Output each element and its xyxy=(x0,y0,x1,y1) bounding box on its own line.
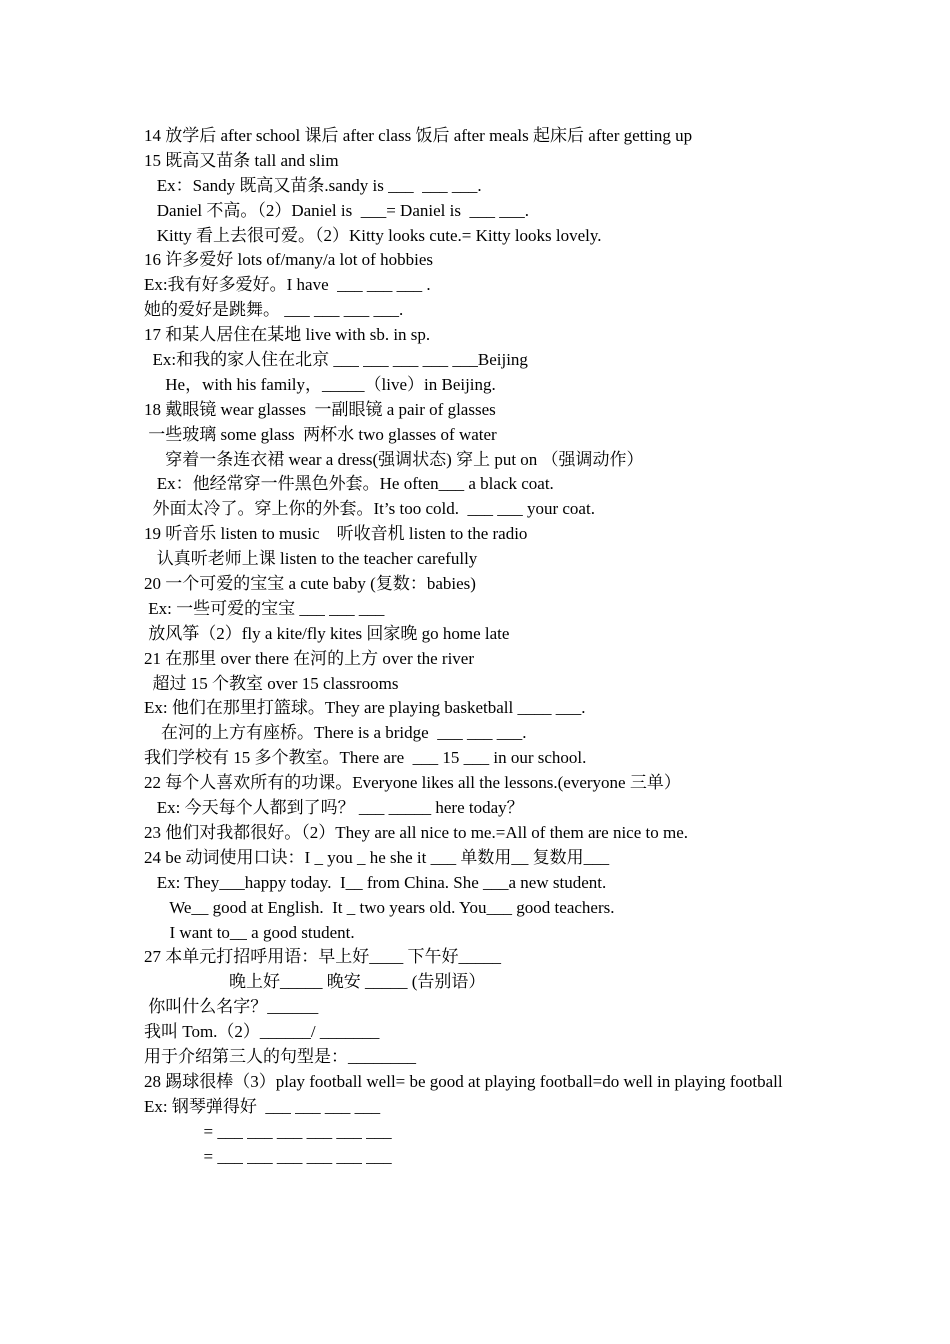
text-line: 我们学校有 15 多个教室。There are ___ 15 ___ in our school. xyxy=(144,748,587,768)
text-line: 21 在那里 over there 在河的上方 over the river xyxy=(144,648,474,668)
text-line: Ex:和我的家人住在北京 ___ ___ ___ ___ ___Beijing xyxy=(144,350,528,370)
text-line-wrapped: 28 踢球很棒（3）play football well= be good at playing football=do well in playing football xyxy=(144,1071,783,1091)
text-line: 27 本单元打招呼用语：早上好____ 下午好_____ xyxy=(144,947,501,967)
text-line: 认真听老师上课 listen to the teacher carefully xyxy=(144,549,478,569)
text-line: 19 听音乐 listen to music 听收音机 listen to the radio xyxy=(144,524,528,544)
text-line: 14 放学后 after school 课后 after class 饭后 after meals 起床后 after getting up xyxy=(144,126,693,145)
text-line: 穿着一条连衣裙 wear a dress(强调状态) 穿上 put on （强调动作） xyxy=(144,449,644,469)
text-line: = ___ ___ ___ ___ ___ ___ xyxy=(144,1121,392,1141)
text-line: Ex: 今天每个人都到了吗？ ___ _____ here today？ xyxy=(144,798,524,818)
text-line: Ex：Sandy 既高又苗条.sandy is ___ ___ ___. xyxy=(144,175,482,195)
text-line: 20 一个可爱的宝宝 a cute baby (复数：babies) xyxy=(144,574,476,594)
text-line: = ___ ___ ___ ___ ___ ___ xyxy=(144,1146,392,1166)
text-line: He，with his family，_____（live）in Beijing. xyxy=(144,374,496,394)
document-page xyxy=(144,124,834,1169)
text-line: 我叫 Tom.（2）______/ _______ xyxy=(144,1022,380,1042)
text-line: I want to__ a good student. xyxy=(144,922,355,942)
text-line: Ex: 一些可爱的宝宝 ___ ___ ___ xyxy=(144,598,385,618)
text-line: 她的爱好是跳舞。 ___ ___ ___ ___. xyxy=(144,300,404,320)
text-line: 一些玻璃 some glass 两杯水 two glasses of water xyxy=(144,424,497,444)
text-line: 22 每个人喜欢所有的功课。Everyone likes all the lessons.(everyone 三单） xyxy=(144,773,681,793)
text-line: 用于介绍第三人的句型是：________ xyxy=(144,1046,416,1066)
text-line: 23 他们对我都很好。（2）They are all nice to me.=All of them are nice to me. xyxy=(144,822,688,842)
text-line: Ex: They___happy today. I__ from China. She ___a new student. xyxy=(144,872,607,892)
text-line: Kitty 看上去很可爱。（2）Kitty looks cute.= Kitty looks lovely. xyxy=(144,225,602,245)
text-line: 18 戴眼镜 wear glasses 一副眼镜 a pair of glasses xyxy=(144,399,496,419)
text-line: Ex:我有好多爱好。I have ___ ___ ___ . xyxy=(144,275,431,295)
text-line: Ex：他经常穿一件黑色外套。He often___ a black coat. xyxy=(144,474,554,494)
text-line: Ex: 他们在那里打篮球。They are playing basketball ____ ___. xyxy=(144,698,586,718)
text-line: Daniel 不高。（2）Daniel is ___= Daniel is ___ ___. xyxy=(144,200,529,220)
text-line: Ex: 钢琴弹得好 ___ ___ ___ ___ xyxy=(144,1096,381,1116)
text-line: 超过 15 个教室 over 15 classrooms xyxy=(144,673,399,693)
text-line: 放风筝（2）fly a kite/fly kites 回家晚 go home late xyxy=(144,623,510,643)
text-line: We__ good at English. It _ two years old. You___ good teachers. xyxy=(144,897,615,917)
text-line: 你叫什么名字？______ xyxy=(144,997,319,1017)
text-line: 24 be 动词使用口诀：I _ you _ he she it ___ 单数用__ 复数用___ xyxy=(144,847,610,867)
text-line: 16 许多爱好 lots of/many/a lot of hobbies xyxy=(144,250,433,270)
text-line: 17 和某人居住在某地 live with sb. in sp. xyxy=(144,325,431,345)
text-line: 在河的上方有座桥。There is a bridge ___ ___ ___. xyxy=(144,723,527,743)
text-line: 15 既高又苗条 tall and slim xyxy=(144,150,339,170)
text-line: 外面太冷了。穿上你的外套。It’s too cold. ___ ___ your coat. xyxy=(144,499,595,519)
text-line: 晚上好_____ 晚安 _____ (告别语） xyxy=(144,972,486,992)
